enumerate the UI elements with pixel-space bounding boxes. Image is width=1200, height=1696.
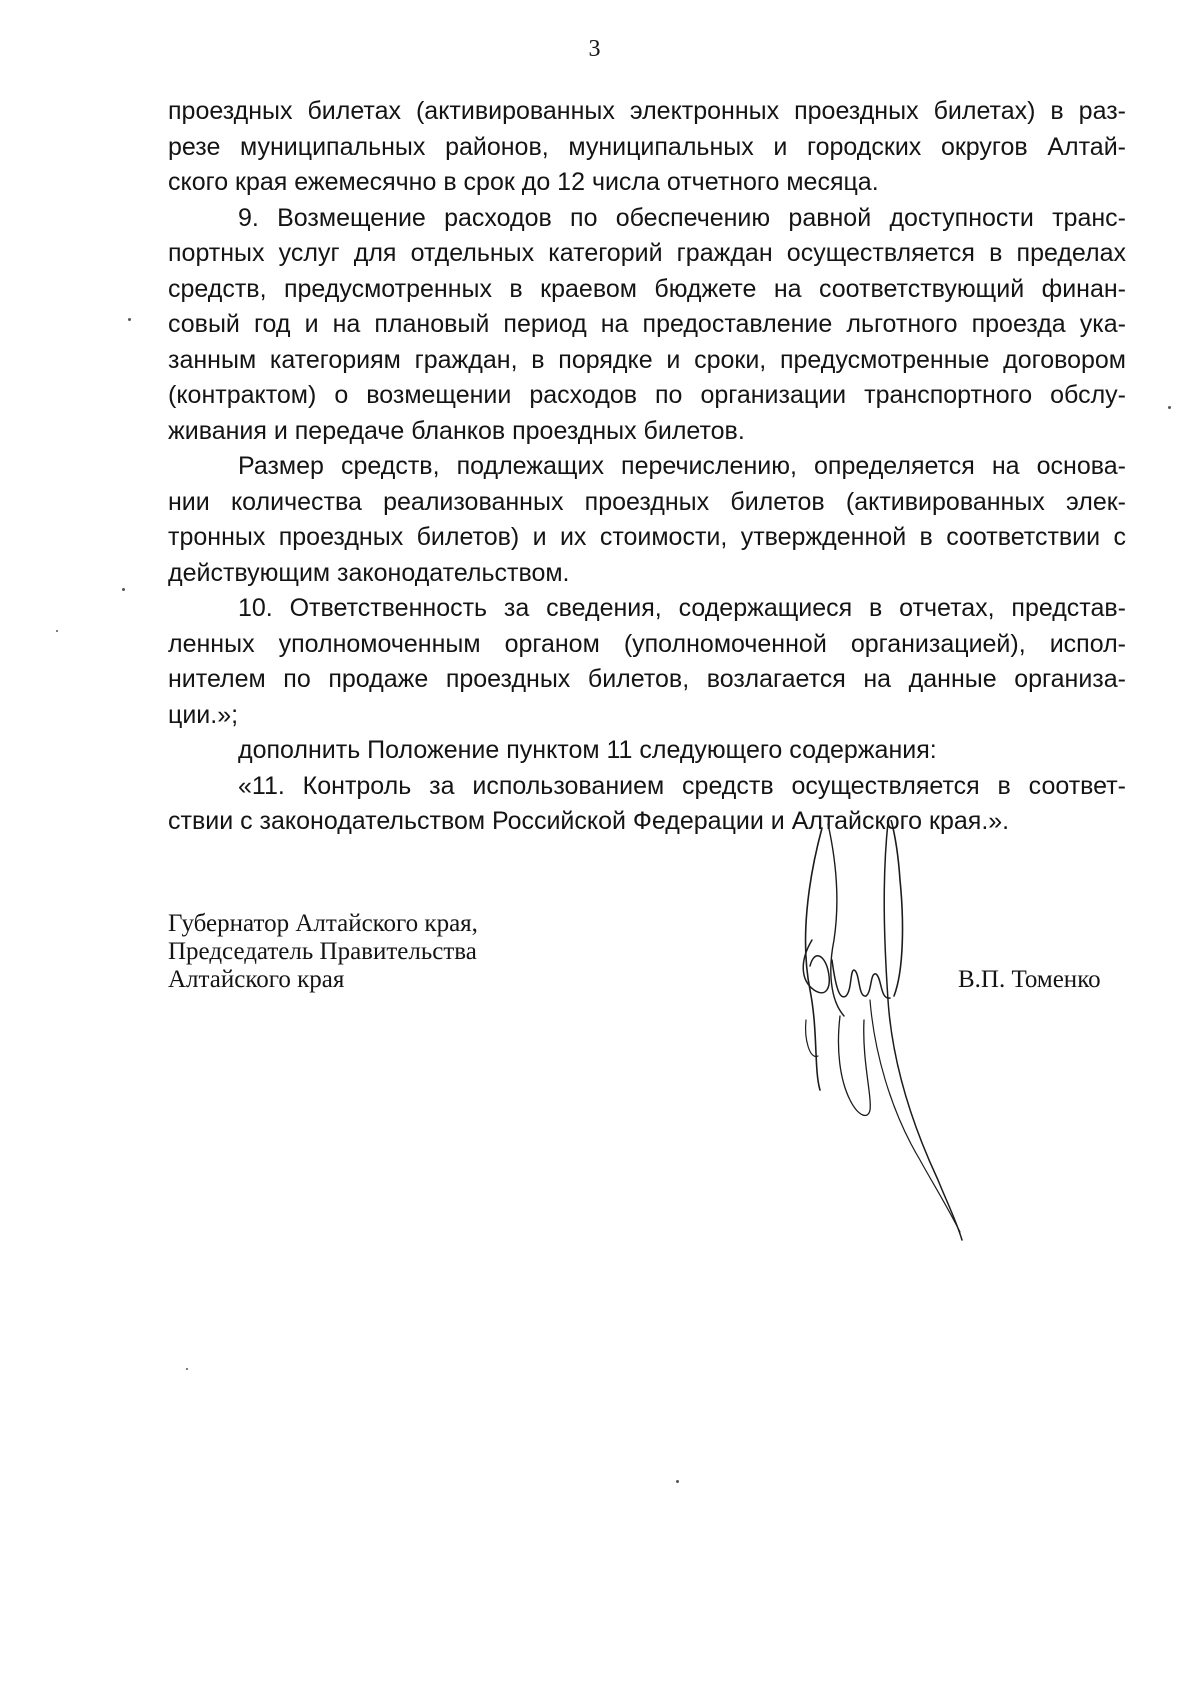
scan-speck [128,318,131,321]
body-line: ленных уполномоченным органом (уполномоченной организацией), испол- [168,629,1126,658]
position-line-2: Председатель Правительства [168,938,477,965]
body-line: ции.»; [168,700,239,729]
body-line: средств, предусмотренных в краевом бюджете на соответствующий финан- [168,274,1126,303]
scan-speck [186,1368,188,1370]
signatory-position [168,910,478,994]
document-body [168,94,1126,840]
body-line: ского края ежемесячно в срок до 12 числа отчетного месяца. [168,168,879,196]
handwritten-signature [770,820,980,1250]
body-line: (контрактом) о возмещении расходов по организации транспортного обслу- [168,381,1126,409]
body-line: портных услуг для отдельных категорий граждан осуществляется в пределах [168,239,1126,267]
body-line: проездных билетах (активированных электронных проездных билетах) в раз- [168,97,1126,125]
position-line-1: Губернатор Алтайского края, [168,910,478,937]
page-number: 3 [588,36,602,62]
body-line: Размер средств, подлежащих перечислению, определяется на основа- [238,452,1126,480]
body-line: нителем по продаже проездных билетов, возлагается на данные организа- [168,665,1126,693]
body-line: «11. Контроль за использованием средств осуществляется в соответ- [238,771,1126,800]
body-line: занным категориям граждан, в порядке и сроки, предусмотренные договором [168,345,1126,374]
body-line: ствии с законодательством Российской Федерации и Алтайского края.». [168,807,1010,835]
body-line: живания и передаче бланков проездных билетов. [168,416,745,445]
scan-speck [56,630,58,632]
body-line: совый год и на плановый период на предоставление льготного проезда ука- [168,310,1126,338]
body-line: дополнить Положение пунктом 11 следующего содержания: [238,736,937,764]
body-line: тронных проездных билетов) и их стоимости, утвержденной в соответствии с [168,523,1126,551]
body-line: действующим законодательством. [168,558,570,587]
position-line-3: Алтайского края [168,966,345,993]
scan-speck [1168,406,1171,409]
body-line: 10. Ответственность за сведения, содержащиеся в отчетах, представ- [238,594,1126,622]
scan-speck [676,1480,679,1483]
body-line: резе муниципальных районов, муниципальных и городских округов Алтай- [168,132,1126,161]
signer-name: В.П. Томенко [958,966,1101,993]
body-line: 9. Возмещение расходов по обеспечению равной доступности транс- [238,203,1126,232]
scan-speck [122,588,125,591]
body-line: нии количества реализованных проездных билетов (активированных элек- [168,487,1126,516]
